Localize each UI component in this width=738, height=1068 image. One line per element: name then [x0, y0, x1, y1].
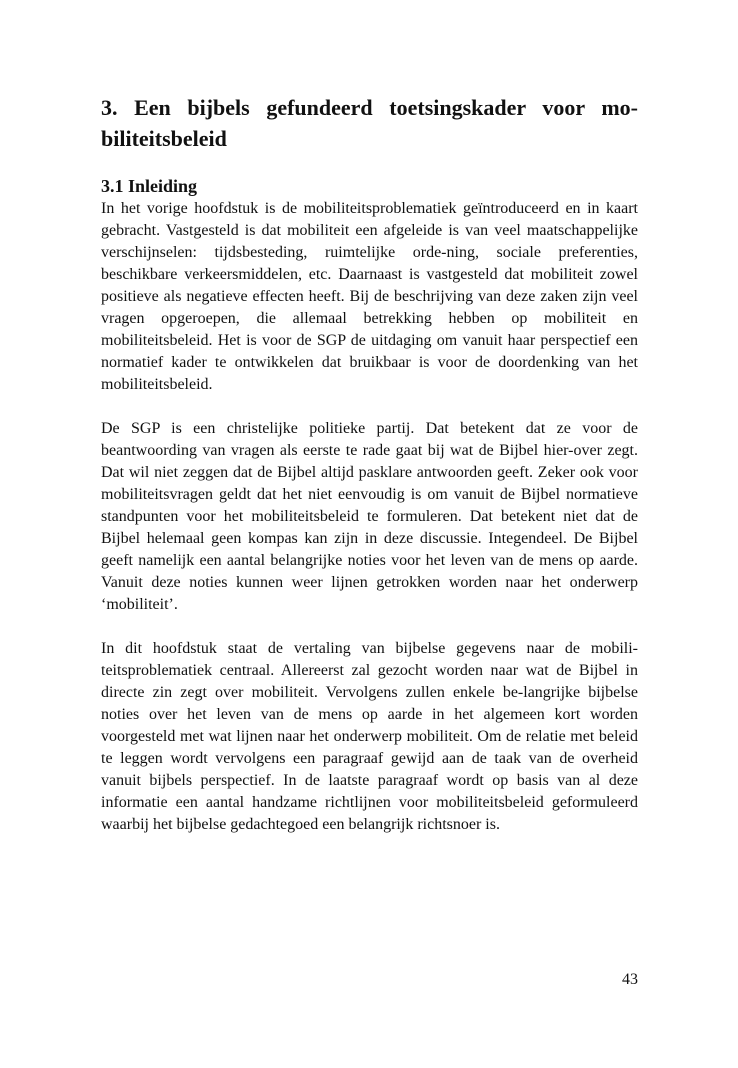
page-number: 43 [622, 971, 638, 988]
chapter-title: 3. Een bijbels gefundeerd toetsingskader voor mo-biliteitsbeleid [101, 95, 638, 151]
section-heading: 3.1 Inleiding [101, 176, 198, 196]
paragraph-chapter-outline: In dit hoofdstuk staat de vertaling van bijbelse gegevens naar de mobili-teitsproblematiek centraal. Allereerst zal gezocht worden naar wat de Bijbel in directe zin zegt over mobiliteit. Vervolgens zullen enkele be-langrijke bijbelse noties over het leven van de mens op aarde in het algemeen kort worden voorgesteld met wat lijnen naar het onderwerp mobiliteit. Om de relatie met beleid te leggen wordt vervolgens een paragraaf gewijd aan de taak van de overheid vanuit bijbels perspectief. In de laatste paragraaf wordt op basis van al deze informatie een aantal handzame richtlijnen voor mobiliteitsbeleid geformuleerd waarbij het bijbelse gedachtegoed een belangrijk richtsnoer is. [101, 640, 638, 833]
paragraph-sgp-bible: De SGP is een christelijke politieke partij. Dat betekent dat ze voor de beantwoording van vragen als eerste te rade gaat bij wat de Bijbel hier-over zegt. Dat wil niet zeggen dat de Bijbel altijd pasklare antwoorden geeft. Zeker ook voor mobiliteitsvragen geldt dat het niet eenvoudig is om vanuit de Bijbel normatieve standpunten voor het mobiliteitsbeleid te formuleren. Dat betekent niet dat de Bijbel helemaal geen kompas kan zijn in deze discussie. Integendeel. De Bijbel geeft namelijk een aantal belangrijke noties voor het leven van de mens op aarde. Vanuit deze noties kunnen weer lijnen getrokken worden naar het onderwerp ‘mobiliteit’. [101, 420, 638, 613]
paragraph-intro: In het vorige hoofdstuk is de mobiliteitsproblematiek geïntroduceerd en in kaart gebracht. Vastgesteld is dat mobiliteit een afgeleide is van veel maatschappelijke verschijnselen: tijdsbesteding, ruimtelijke orde-ning, sociale preferenties, beschikbare verkeersmiddelen, etc. Daarnaast is vastgesteld dat mobiliteit zowel positieve als negatieve effecten heeft. Bij de beschrijving van deze zaken zijn veel vragen opgeroepen, die allemaal betrekking hebben op mobiliteit en mobiliteitsbeleid. Het is voor de SGP de uitdaging om vanuit haar perspectief een normatief kader te ontwikkelen dat bruikbaar is voor de doordenking van het mobiliteitsbeleid. [101, 200, 638, 393]
document-page [101, 0, 638, 1068]
body-text [101, 198, 638, 858]
